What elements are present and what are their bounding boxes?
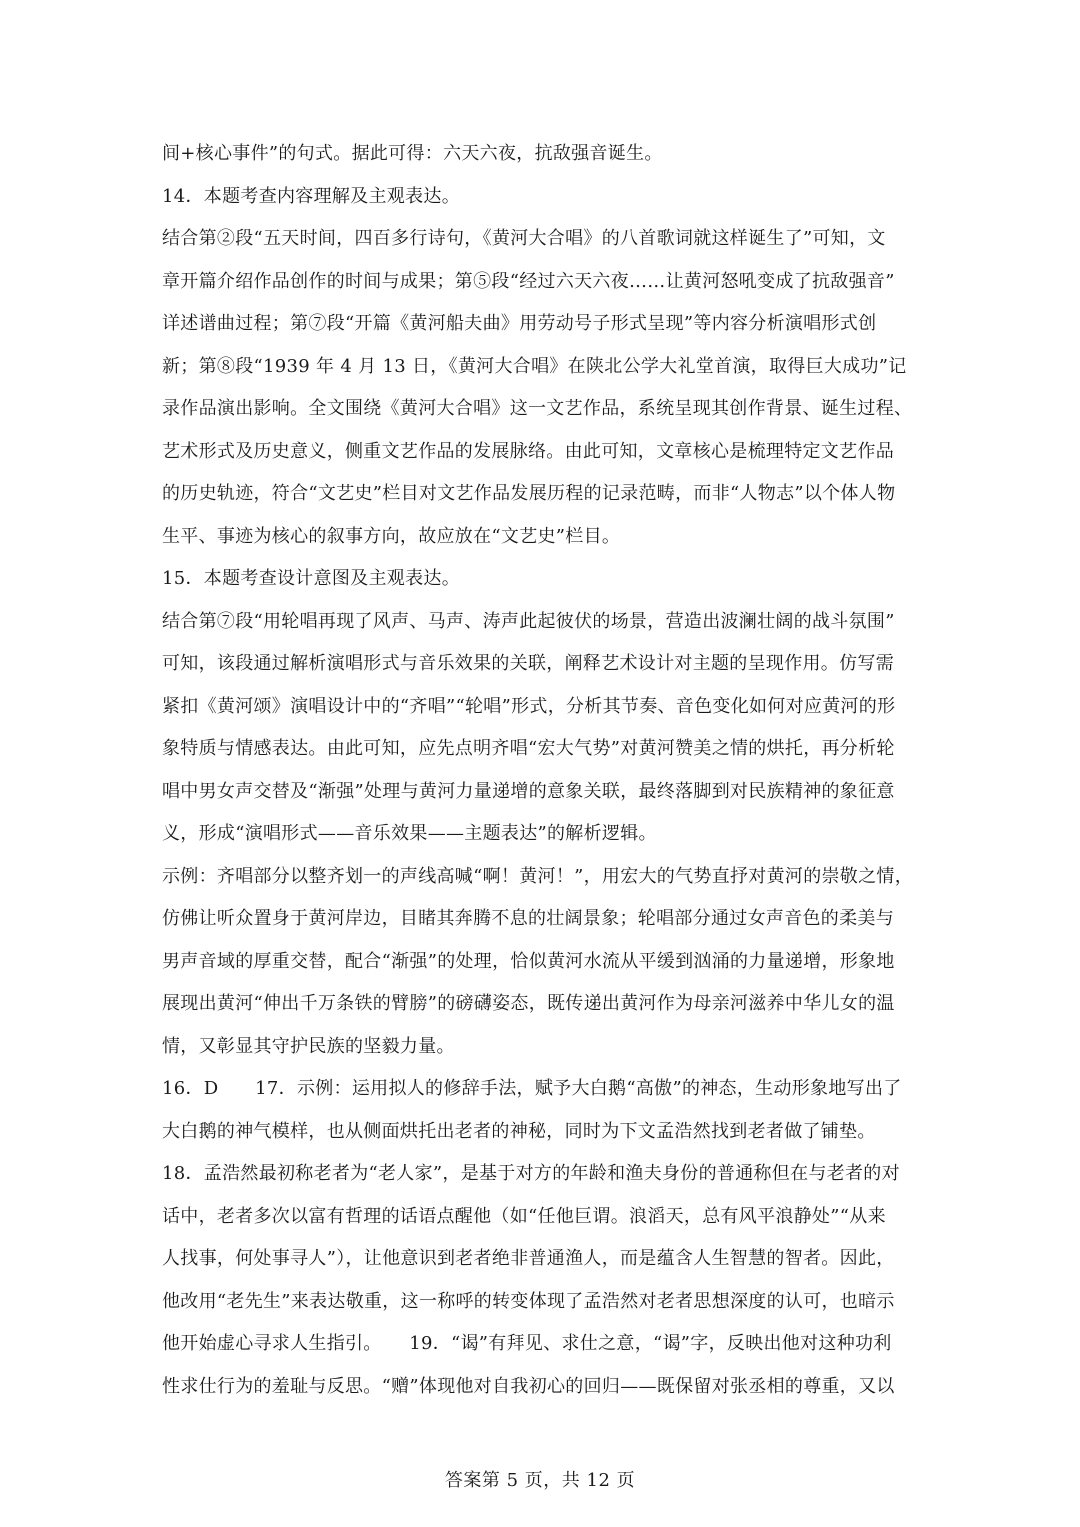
text-line: 结合第②段“五天时间，四百多行诗句，《黄河大合唱》的八首歌词就这样诞生了”可知，文 [162,228,886,249]
text-line: 14．本题考查内容理解及主观表达。 [162,186,461,207]
text-line: 性求仕行为的羞耻与反思。“赠”体现他对自我初心的回归——既保留对张丞相的尊重，又以 [162,1376,895,1397]
text-line: 18．孟浩然最初称老者为“老人家”，是基于对方的年龄和渔夫身份的普通称但在与老者的对 [162,1163,900,1184]
text-line: 艺术形式及历史意义，侧重文艺作品的发展脉络。由此可知，文章核心是梳理特定文艺作品 [162,441,894,462]
text-line: 结合第⑦段“用轮唱再现了风声、马声、涛声此起彼伏的场景，营造出波澜壮阔的战斗氛围” [162,611,895,632]
text-line: 可知，该段通过解析演唱形式与音乐效果的关联，阐释艺术设计对主题的呈现作用。仿写需 [162,653,894,674]
text-line: 16．D 17．示例：运用拟人的修辞手法，赋予大白鹅“高傲”的神态，生动形象地写出了 [162,1078,902,1099]
text-line: 义，形成“演唱形式——音乐效果——主题表达”的解析逻辑。 [162,823,657,844]
text-line: 15．本题考查设计意图及主观表达。 [162,568,461,589]
text-line: 展现出黄河“伸出千万条铁的臂膀”的磅礴姿态，既传递出黄河作为母亲河滋养中华儿女的温 [162,993,895,1014]
text-line: 人找事，何处事寻人”），让他意识到老者绝非普通渔人，而是蕴含人生智慧的智者。因此， [162,1248,895,1269]
text-line: 男声音域的厚重交替，配合“渐强”的处理，恰似黄河水流从平缓到汹涌的力量递增，形象地 [162,951,895,972]
text-line: 的历史轨迹，符合“文艺史”栏目对文艺作品发展历程的记录范畴，而非“人物志”以个体人物 [162,483,896,504]
text-line: 新；第⑧段“1939 年 4 月 13 日，《黄河大合唱》在陕北公学大礼堂首演，取得巨大成功”记 [162,356,907,377]
text-line: 示例：齐唱部分以整齐划一的声线高喊“啊！黄河！”，用宏大的气势直抒对黄河的崇敬之情， [162,866,913,887]
text-line: 话中，老者多次以富有哲理的话语点醒他（如“任他巨谓。浪滔天，总有风平浪静处”“从来 [162,1206,886,1227]
text-line: 紧扣《黄河颂》演唱设计中的“齐唱”“轮唱”形式，分析其节奏、音色变化如何对应黄河的形 [162,696,896,717]
text-line: 他改用“老先生”来表达敬重，这一称呼的转变体现了孟浩然对老者思想深度的认可，也暗示 [162,1291,895,1312]
text-line: 情，又彰显其守护民族的坚毅力量。 [162,1036,455,1057]
text-line: 唱中男女声交替及“渐强”处理与黄河力量递增的意象关联，最终落脚到对民族精神的象征意 [162,781,895,802]
text-line: 仿佛让听众置身于黄河岸边，目睹其奔腾不息的壮阔景象；轮唱部分通过女声音色的柔美与 [162,908,894,929]
text-line: 他开始虚心寻求人生指引。 19．“谒”有拜见、求仕之意，“谒”字，反映出他对这种功利 [162,1333,892,1354]
page-footer: 答案第 5 页，共 12 页 [444,1470,636,1491]
text-line: 象特质与情感表达。由此可知，应先点明齐唱“宏大气势”对黄河赞美之情的烘托，再分析轮 [162,738,895,759]
text-line: 大白鹅的神气模样，也从侧面烘托出老者的神秘，同时为下文孟浩然找到老者做了铺垫。 [162,1121,876,1142]
text-line: 详述谱曲过程；第⑦段“开篇《黄河船夫曲》用劳动号子形式呈现”等内容分析演唱形式创 [162,313,877,334]
text-line: 间+核心事件”的句式。据此可得：六天六夜，抗敌强音诞生。 [162,143,663,164]
text-line: 生平、事迹为核心的叙事方向，故应放在“文艺史”栏目。 [162,526,621,547]
text-line: 章开篇介绍作品创作的时间与成果；第⑤段“经过六天六夜……让黄河怒吼变成了抗敌强音” [162,271,895,292]
text-line: 录作品演出影响。全文围绕《黄河大合唱》这一文艺作品，系统呈现其创作背景、诞生过程、 [162,398,913,419]
